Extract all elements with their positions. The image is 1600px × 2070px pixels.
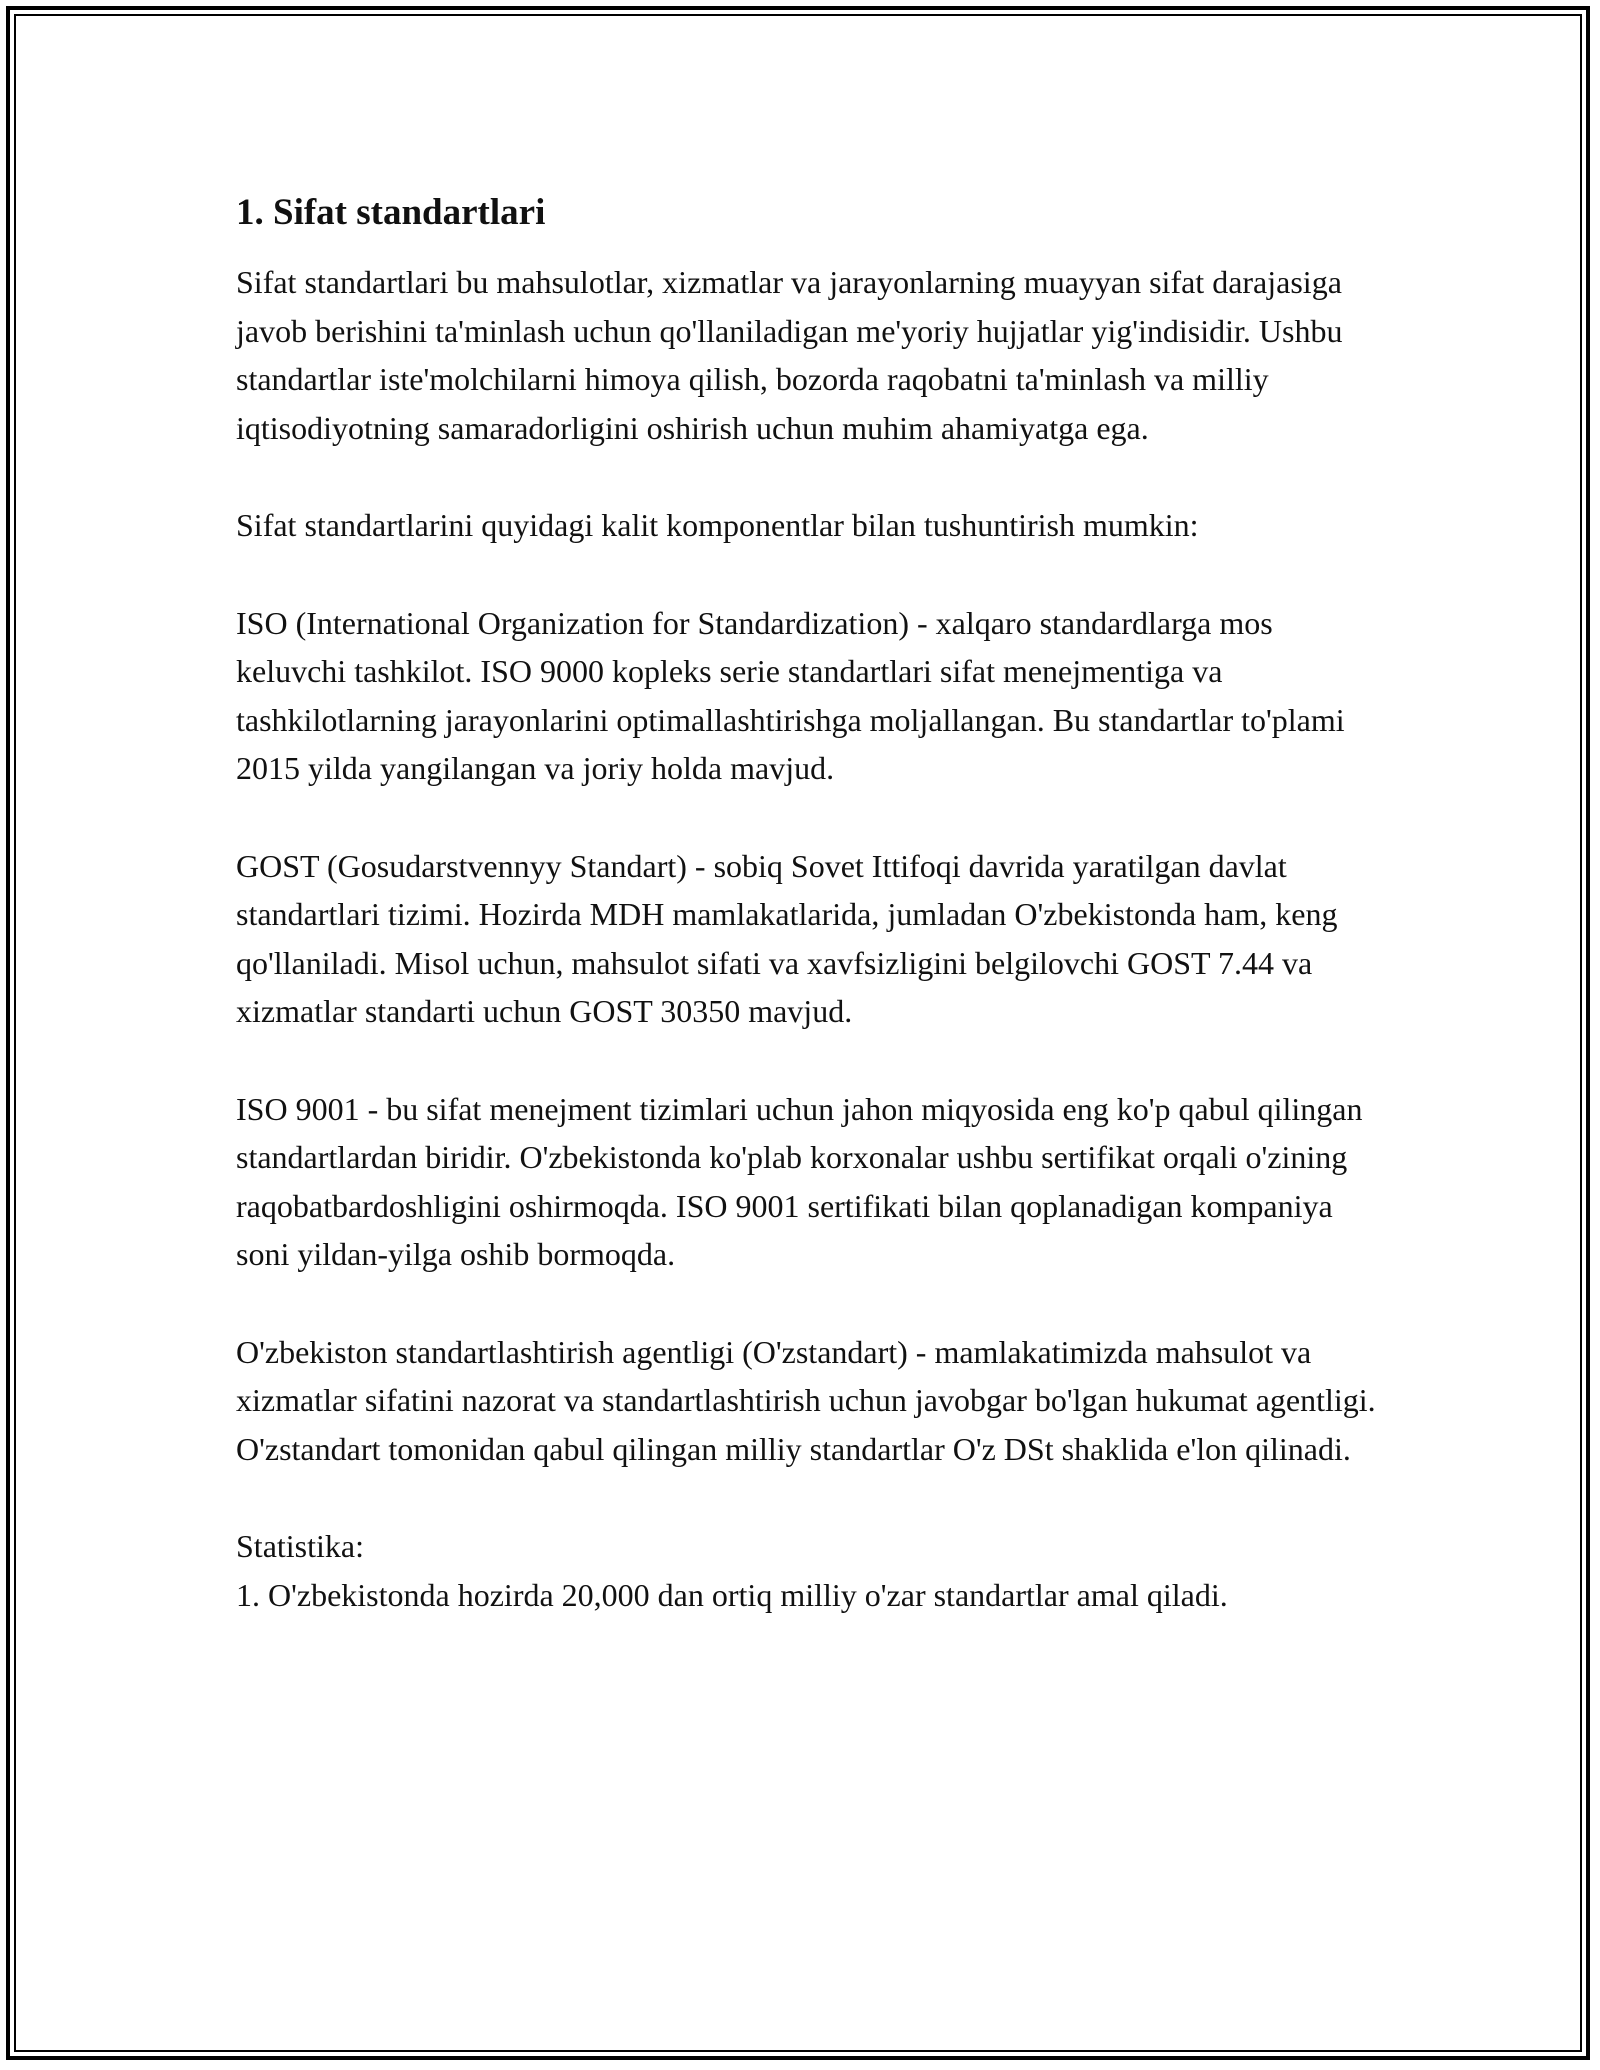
statistics-label: Statistika: [236, 1528, 364, 1564]
paragraph-intro-components: Sifat standartlarini quyidagi kalit komponentlar bilan tushuntirish mumkin: [236, 507, 1199, 543]
paragraph-uzstandart: O'zbekiston standartlashtirish agentligi (O'zstandart) - mamlakatimizda mahsulot va xizmatlar sifatini nazorat va standartlashtirish uchun javobgar bo'lgan hukumat agentligi. O'zstandart tomonidan qabul qilingan milliy standartlar O'z DSt shaklida e'lon qilinadi. [236, 1333, 1376, 1467]
document-body [236, 186, 1376, 1619]
paragraph-iso: ISO (International Organization for Standardization) - xalqaro standardlarga mos keluvchi tashkilot. ISO 9000 kopleks serie standartlari sifat menejmentiga va tashkilotlarning jarayonlarini optimallashtirishga moljallangan. Bu standartlar to'plami 2015 yilda yangilangan va joriy holda mavjud. [236, 604, 1345, 786]
statistics-item: 1. O'zbekistonda hozirda 20,000 dan ortiq milliy o'zar standartlar amal qiladi. [236, 1576, 1228, 1613]
section-heading: 1. Sifat standartlari [236, 192, 546, 233]
paragraph-gost: GOST (Gosudarstvennyy Standart) - sobiq Sovet Ittifoqi davrida yaratilgan davlat standartlari tizimi. Hozirda MDH mamlakatlarida, jumladan O'zbekistonda ham, keng qo'llaniladi. Misol uchun, mahsulot sifati va xavfsizligini belgilovchi GOST 7.44 va xizmatlar standarti uchun GOST 30350 mavjud. [236, 847, 1338, 1029]
paragraph-iso-9001: ISO 9001 - bu sifat menejment tizimlari uchun jahon miqyosida eng ko'p qabul qilingan standartlardan biridir. O'zbekistonda ko'plab korxonalar ushbu sertifikat orqali o'zining raqobatbardoshligini oshirmoqda. ISO 9001 sertifikati bilan qoplanadigan kompaniya soni yildan-yilga oshib bormoqda. [236, 1090, 1363, 1272]
paragraph-definition: Sifat standartlari bu mahsulotlar, xizmatlar va jarayonlarning muayyan sifat darajasiga javob berishini ta'minlash uchun qo'llaniladigan me'yoriy hujjatlar yig'indisidir. Ushbu standartlar iste'molchilarni himoya qilish, bozorda raqobatni ta'minlash va milliy iqtisodiyotning samaradorligini oshirish uchun muhim ahamiyatga ega. [236, 264, 1343, 446]
